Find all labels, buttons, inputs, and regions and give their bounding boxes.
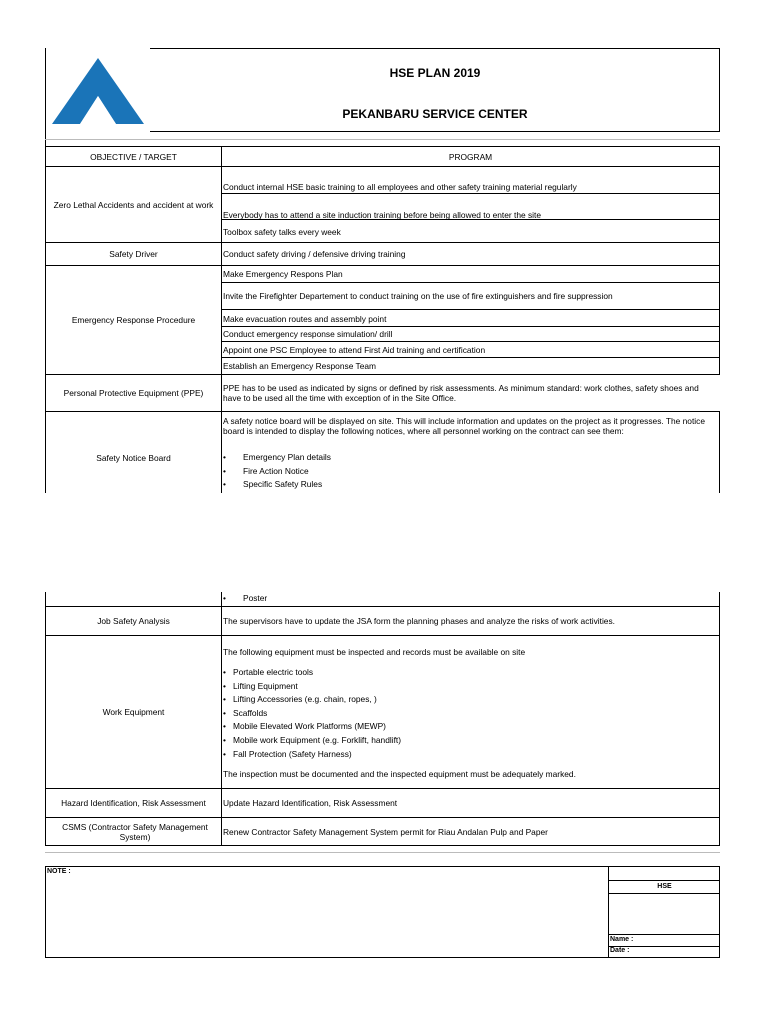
row-line <box>222 193 720 194</box>
list-item: • Lifting Accessories (e.g. chain, ropes, ) <box>223 693 703 707</box>
list-item: • Emergency Plan details <box>223 451 703 465</box>
objective-safety-driver: Safety Driver <box>109 249 158 259</box>
objective-notice-board: Safety Notice Board <box>96 453 171 463</box>
program-item: Renew Contractor Safety Management System permit for Riau Andalan Pulp and Paper <box>223 826 548 837</box>
row-line <box>222 357 720 358</box>
footer-top-border <box>45 866 720 867</box>
program-item: Conduct emergency response simulation/ drill <box>223 329 393 339</box>
hse-label: HSE <box>657 883 672 890</box>
table-right-border <box>719 146 720 374</box>
page2-right-border <box>719 592 720 845</box>
work-equipment-outro: The inspection must be documented and the inspected equipment must be adequately marked. <box>223 769 576 779</box>
row-line <box>222 282 720 283</box>
list-item: • Mobile work Equipment (e.g. Forklift, handlift) <box>223 734 703 748</box>
column-divider <box>221 146 222 493</box>
company-logo-icon <box>52 58 144 124</box>
footer-bottom-border <box>45 957 720 958</box>
program-item: Make evacuation routes and assembly point <box>223 314 387 324</box>
program-item: Conduct internal HSE basic training to all employees and other safety training material regularly <box>223 182 577 192</box>
program-item: Everybody has to attend a site induction training before being allowed to enter the site <box>223 210 541 220</box>
list-item: • Poster <box>223 592 703 606</box>
objective-zero-lethal: Zero Lethal Accidents and accident at work <box>53 199 214 210</box>
header-spacer-line <box>45 139 720 140</box>
row-line <box>222 341 720 342</box>
notice-board-intro: A safety notice board will be displayed on site. This will include information and updates on the project as it progresses. The notice board is intended to display the following notices, where all personnel working on the contract can see them: <box>223 416 705 436</box>
list-item: • Lifting Equipment <box>223 680 703 694</box>
row-line <box>222 309 720 310</box>
objective-jsa: Job Safety Analysis <box>97 616 170 626</box>
work-equipment-intro: The following equipment must be inspected and records must be available on site <box>223 647 526 657</box>
program-item: Invite the Firefighter Departement to conduct training on the use of fire extinguishers and fire suppression <box>223 291 613 301</box>
list-item: • Portable electric tools <box>223 666 703 680</box>
list-item: • Mobile Elevated Work Platforms (MEWP) <box>223 720 703 734</box>
plan-subtitle: PEKANBARU SERVICE CENTER <box>342 107 528 121</box>
program-item: Conduct safety driving / defensive driving training <box>223 249 406 259</box>
name-label: Name : <box>610 936 634 943</box>
note-label: NOTE : <box>47 868 71 875</box>
poster-list <box>223 592 703 606</box>
header-right-border <box>719 48 720 132</box>
hse-box-bottom <box>609 893 720 894</box>
list-item: • Scaffolds <box>223 707 703 721</box>
list-item: • Fire Action Notice <box>223 465 703 479</box>
program-item: The supervisors have to update the JSA form the planning phases and analyze the risks of work activities. <box>223 616 615 626</box>
column-header-program: PROGRAM <box>448 151 493 162</box>
objective-ppe: Personal Protective Equipment (PPE) <box>63 388 204 398</box>
row-line <box>45 845 720 846</box>
equipment-list <box>223 666 703 761</box>
program-item: Toolbox safety talks every week <box>223 227 341 237</box>
program-item: Appoint one PSC Employee to attend First Aid training and certification <box>223 345 486 355</box>
date-label: Date : <box>610 947 630 954</box>
objective-csms: CSMS (Contractor Safety Management System) <box>62 821 208 842</box>
objective-emergency: Emergency Response Procedure <box>71 315 196 325</box>
objective-work-equipment: Work Equipment <box>102 707 165 717</box>
plan-title: HSE PLAN 2019 <box>389 66 481 80</box>
list-item: • Fall Protection (Safety Harness) <box>223 748 703 762</box>
page2-column-divider <box>221 592 222 845</box>
program-item: PPE has to be used as indicated by signs or defined by risk assessments. As minimum standard: work clothes, safety shoes and have to be used all the time with exception of in the Site Office. <box>223 383 699 403</box>
header-bottom-border <box>150 131 720 132</box>
program-item: Make Emergency Respons Plan <box>223 269 343 279</box>
header-top-border <box>150 48 720 49</box>
row-line <box>222 326 720 327</box>
footer-spacer-line <box>45 852 720 853</box>
row-line <box>45 411 720 412</box>
program-item: Establish an Emergency Response Team <box>223 361 377 371</box>
column-header-objective: OBJECTIVE / TARGET <box>90 151 177 162</box>
list-item: • Specific Safety Rules <box>223 478 703 492</box>
notice-board-list <box>223 451 703 492</box>
program-item: Update Hazard Identification, Risk Assessment <box>223 798 398 808</box>
table-right-border-2 <box>719 412 720 493</box>
objective-hazard: Hazard Identification, Risk Assessment <box>61 798 206 808</box>
footer-left-border <box>45 866 46 958</box>
